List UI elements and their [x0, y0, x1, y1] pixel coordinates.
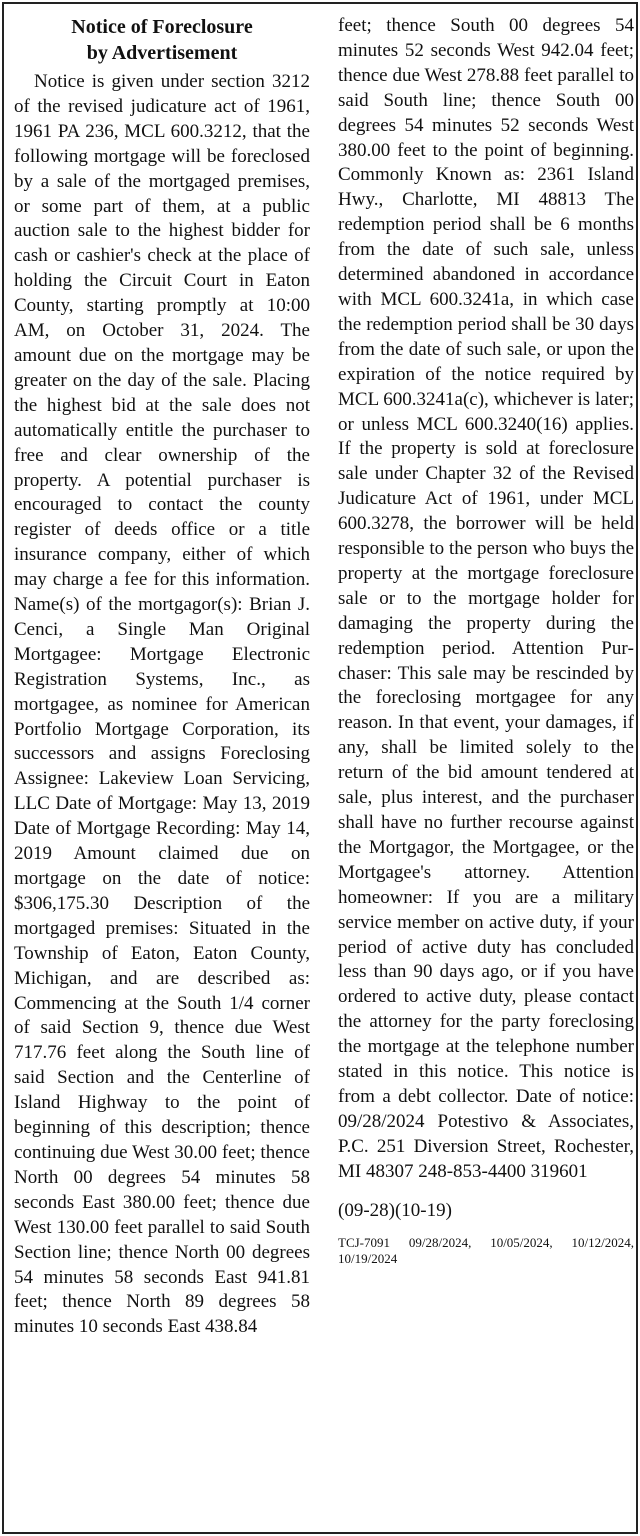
notice-frame — [2, 2, 638, 1534]
notice-body-right: feet; thence South 00 degrees 54 minutes 52 seconds West 942.04 feet; thence due West 278.88 feet parallel to said South line; thence South 00 degrees 54 minutes 52 seconds West 380.00 feet to the point of beginning. Commonly Known as: 2361 Island Hwy., Charlotte, MI 48813 The redemption period shall be 6 months from the date of such sale, unless determined abandoned in accordance with MCL 600.3241a, in which case the redemption period shall be 30 days from the date of such sale, or upon the expiration of the notice required by MCL 600.3241a(c), whichever is later; or unless MCL 600.3240(16) applies. If the property is sold at foreclosure sale under Chapter 32 of the Revised Judicature Act of 1961, under MCL 600.3278, the borrower will be held responsible to the person who buys the property at the mortgage foreclosure sale or to the mortgage holder for damaging the property during the redemption period. Attention Purchaser: This sale may be rescinded by the foreclosing mortgagee for any reason. In that event, your damages, if any, shall be limited solely to the return of the bid amount tendered at sale, plus interest, and the purchaser shall have no further recourse against the Mortgagor, the Mortgagee, or the Mortgagee's attorney. Attention homeowner: If you are a military service member on active duty, if your period of active duty has concluded less than 90 days ago, or if you have ordered to active duty, please contact the attorney for the party foreclosing the mortgage at the telephone number stated in this notice. This notice is from a debt collector. Date of notice: 09/28/2024 Potestivo & Associates, P.C. 251 Diversion Street, Rochester, MI 48307 248-853-4400 319601 — [338, 15, 634, 1182]
title-line-2: by Advertisement — [86, 42, 238, 64]
title-line-1: Notice of Foreclosure — [71, 16, 253, 38]
publication-line: TCJ-7091 09/28/2024, 10/05/2024, 10/12/2024, 10/19/2024 — [338, 1234, 634, 1266]
left-column — [14, 14, 310, 1340]
notice-title — [14, 14, 310, 66]
notice-body-left: Notice is given under section 3212 of the revised judicature act of 1961, 1961 PA 236, MCL 600.3212, that the following mortgage will be foreclosed by a sale of the mortgaged premises, or some part of them, at a public auction sale to the highest bidder for cash or cashier's check at the place of holding the Circuit Court in Eaton County, starting promptly at 10:00 AM, on October 31, 2024. The amount due on the mortgage may be greater on the day of the sale. Placing the highest bid at the sale does not automatically entitle the purchaser to free and clear ownership of the property. A potential purchaser is encouraged to contact the county register of deeds office or a title insurance company, either of which may charge a fee for this information. Name(s) of the mortgagor(s): Brian J. Cenci, a Single Man Original Mortgagee: Mortgage Electronic Registration Systems, Inc., as mortgagee, as nominee for American Portfolio Mortgage Corporation, its successors and assigns Foreclosing Assignee: Lakeview Loan Servicing, LLC Date of Mortgage: May 13, 2019 Date of Mortgage Recording: May 14, 2019 Amount claimed due on mortgage on the date of notice: $306,175.30 Description of the mortgaged premises: Situated in the Township of Eaton, Eaton County, Michigan, and are described as: Commencing at the South 1/4 corner of said Section 9, thence due West 717.76 feet along the South line of said Section and the Centerline of Island Highway to the point of beginning of this description; thence continuing due West 30.00 feet; thence North 00 degrees 54 minutes 58 seconds East 380.00 feet; thence due West 130.00 feet parallel to said South Section line; thence North 00 degrees 54 minutes 58 seconds East 941.81 feet; thence North 89 degrees 58 minutes 10 seconds East 438.84 — [14, 71, 310, 1338]
right-column — [338, 14, 634, 1267]
run-dates: (09-28)(10-19) — [338, 1199, 452, 1221]
